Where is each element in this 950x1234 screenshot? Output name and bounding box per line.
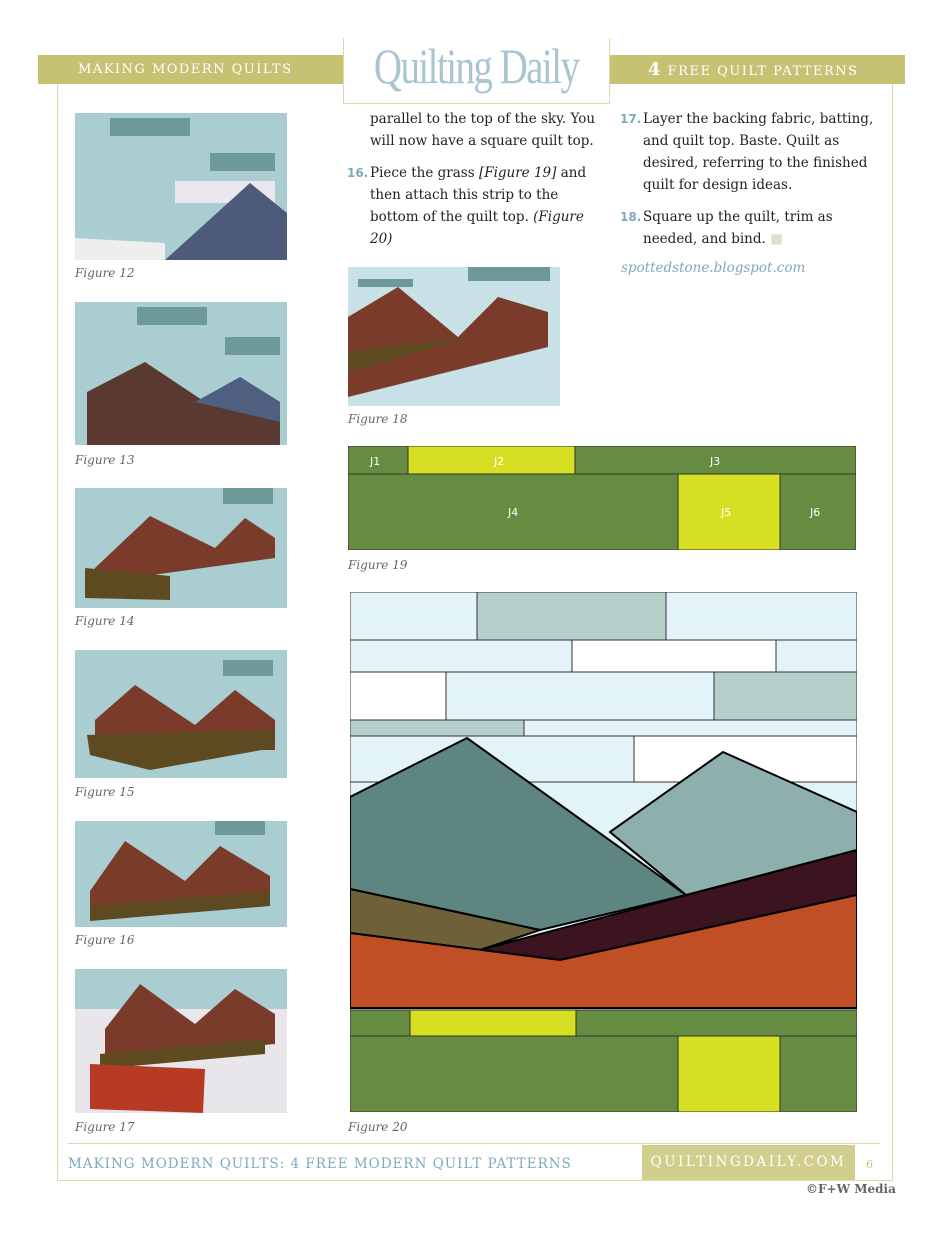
blog-link[interactable]: spottedstone.blogspot.com <box>621 260 806 276</box>
label-j5: J5 <box>721 506 732 519</box>
figure-13-caption: Figure 13 <box>75 453 135 467</box>
figure-14-photo <box>75 488 287 608</box>
column-2-text <box>347 108 610 260</box>
step-18 <box>620 206 878 250</box>
step-16 <box>347 162 610 250</box>
figure-17-caption: Figure 17 <box>75 1120 135 1134</box>
figure-reference: [Figure 19] <box>478 165 557 181</box>
figure-18-photo <box>348 267 560 406</box>
step-text: and then attach this strip to the bottom of the quilt top. <box>370 165 587 225</box>
footer-title: MAKING MODERN QUILTS: 4 FREE MODERN QUILT PATTERNS <box>68 1156 572 1172</box>
label-j1: J1 <box>370 455 381 468</box>
page-number: 6 <box>866 1158 873 1171</box>
header-left-band <box>38 55 343 84</box>
figure-20-caption: Figure 20 <box>348 1120 408 1134</box>
step-number: 16. <box>347 166 369 180</box>
figure-reference: (Figure 20) <box>370 209 584 247</box>
step-text: Square up the quilt, trim as needed, and bind. <box>643 209 833 247</box>
figure-15-photo <box>75 650 287 778</box>
label-j3: J3 <box>710 455 721 468</box>
figure-17-photo <box>75 969 287 1113</box>
step-number: 17. <box>620 112 642 126</box>
piece-j2 <box>408 446 575 474</box>
label-j4: J4 <box>508 506 519 519</box>
step-text: Layer the backing fabric, batting, and quilt top. Baste. Quilt as desired, referring to the finished quilt for design ideas. <box>643 111 874 193</box>
figure-20-quilt-diagram <box>350 592 857 1112</box>
column-3-text <box>620 108 878 260</box>
step-text: Piece the grass <box>370 165 479 181</box>
quilting-daily-logo: Quilting Daily <box>343 38 610 104</box>
figure-19-caption: Figure 19 <box>348 558 408 572</box>
figure-16-caption: Figure 16 <box>75 933 135 947</box>
figure-12-photo <box>75 113 287 260</box>
step-17 <box>620 108 878 196</box>
header-right-band <box>608 55 905 84</box>
footer-site-link[interactable]: QUILTINGDAILY.COM <box>642 1145 855 1180</box>
figure-14-caption: Figure 14 <box>75 614 135 628</box>
figure-12-caption: Figure 12 <box>75 266 135 280</box>
figure-13-photo <box>75 302 287 445</box>
label-j2: J2 <box>494 455 505 468</box>
header-number: 4 <box>648 59 663 80</box>
label-j6: J6 <box>810 506 821 519</box>
end-mark-icon: ■ <box>770 231 783 247</box>
figure-19-grass-diagram <box>348 446 856 550</box>
header-left-text: MAKING MODERN QUILTS <box>78 62 293 77</box>
footer-divider <box>68 1143 880 1144</box>
figure-16-photo <box>75 821 287 927</box>
step-15-continued: parallel to the top of the sky. You will now have a square quilt top. <box>370 111 596 149</box>
figure-18-caption: Figure 18 <box>348 412 408 426</box>
copyright: ©F+W Media <box>806 1182 896 1196</box>
figure-15-caption: Figure 15 <box>75 785 135 799</box>
step-number: 18. <box>620 210 642 224</box>
header-right-text: FREE QUILT PATTERNS <box>667 64 859 79</box>
